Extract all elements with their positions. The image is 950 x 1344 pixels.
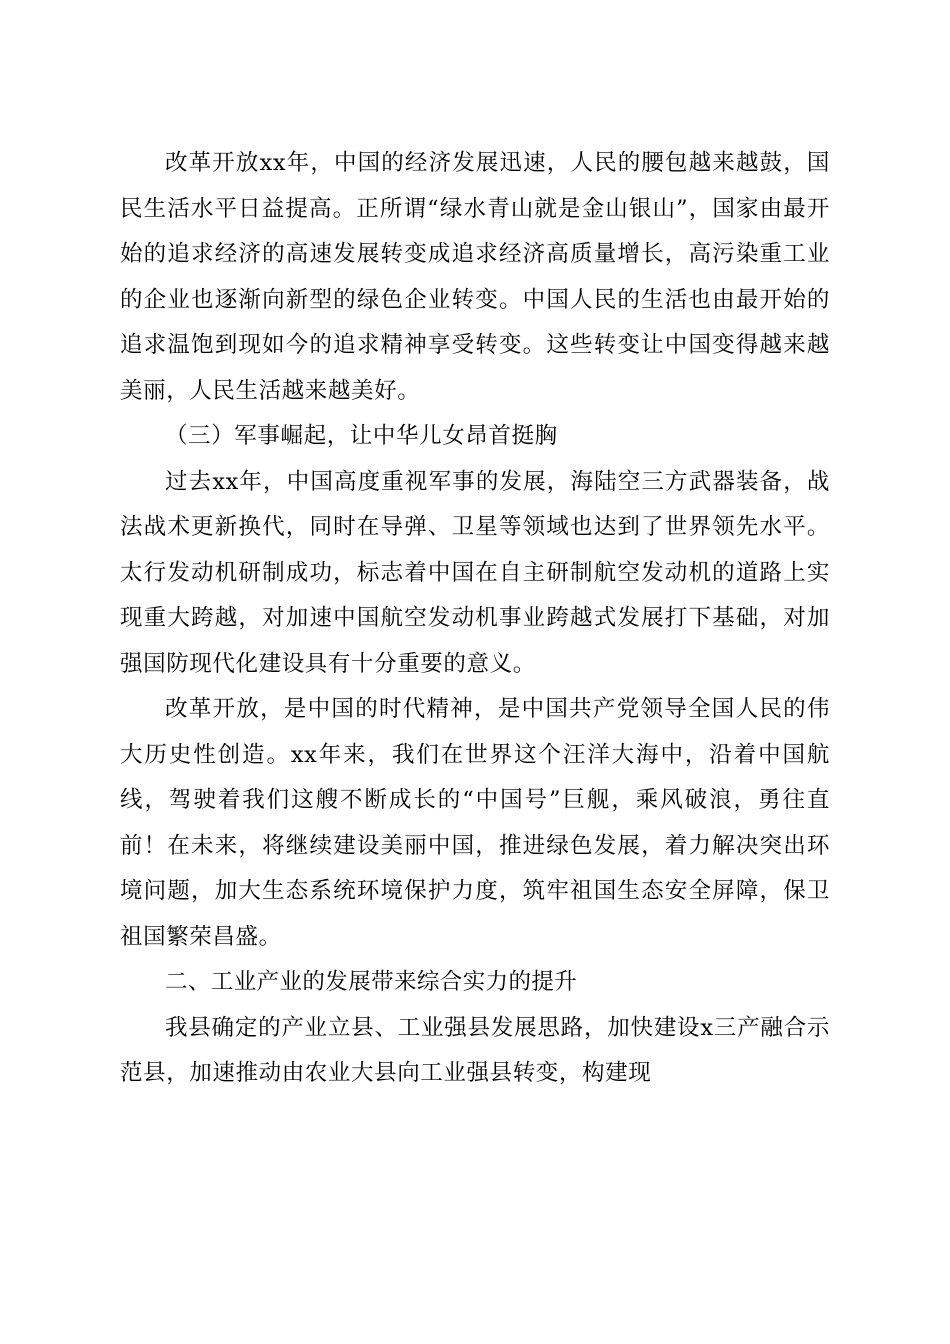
paragraph-industry: 我县确定的产业立县、工业强县发展思路，加快建设x三产融合示范县，加速推动由农业大县向工业强县转变，构建现 xyxy=(120,1014,830,1086)
section-heading-industry: 二、工业产业的发展带来综合实力的提升 xyxy=(165,969,578,995)
paragraph-military: 过去xx年，中国高度重视军事的发展，海陆空三方武器装备，战法战术更新换代，同时在导弹、卫星等领域也达到了世界领先水平。太行发动机研制成功，标志着中国在自主研制航空发动机的道路上实现重大跨越，对加速中国航空发动机事业跨越式发展打下基础，对加强国防现代化建设具有十分重要的意义。 xyxy=(120,468,830,677)
document-body xyxy=(120,141,830,1097)
paragraph-economy: 改革开放xx年，中国的经济发展迅速，人民的腰包越来越鼓，国民生活水平日益提高。正所谓“绿水青山就是金山银山”，国家由最开始的追求经济的高速发展转变成追求经济高质量增长，高污染重工业的企业也逐渐向新型的绿色企业转变。中国人民的生活也由最开始的追求温饱到现如今的追求精神享受转变。这些转变让中国变得越来越美丽，人民生活越来越美好。 xyxy=(120,150,830,404)
section-heading-military: （三）军事崛起，让中华儿女昂首挺胸 xyxy=(165,423,558,449)
paragraph-reform: 改革开放，是中国的时代精神，是中国共产党领导全国人民的伟大历史性创造。xx年来，我们在世界这个汪洋大海中，沿着中国航线，驾驶着我们这艘不断成长的“中国号”巨舰，乘风破浪，勇往直前！在未来，将继续建设美丽中国，推进绿色发展，着力解决突出环境问题，加大生态系统环境保护力度，筑牢祖国生态安全屏障，保卫祖国繁荣昌盛。 xyxy=(120,696,830,950)
